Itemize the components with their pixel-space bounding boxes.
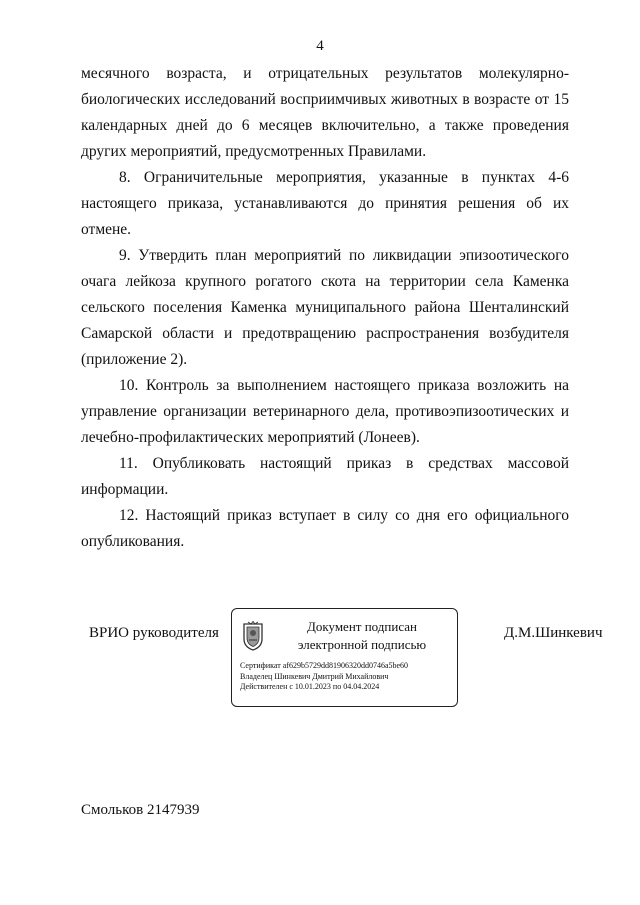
- page-number: 4: [316, 38, 324, 54]
- stamp-heading-line2: электронной подписью: [297, 637, 427, 652]
- paragraph-item-12: 12. Настоящий приказ вступает в силу со дня его официального опубликования.: [81, 507, 569, 550]
- paragraph-continuation: месячного возраста, и отрицательных результатов молекулярно-биологических исследований восприимчивых животных в возрасте от 15 календарных дней до 6 месяцев включительно, а также проведения других мероприятий, предусмотренных Правилами.: [81, 65, 569, 160]
- stamp-heading-line1: Документ подписан: [307, 619, 417, 634]
- paragraph-item-10: 10. Контроль за выполнением настоящего приказа возложить на управление организации ветеринарного дела, противоэпизоотических и лечебно-профилактических мероприятий (Лонеев).: [81, 377, 569, 446]
- signer-title: ВРИО руководителя: [89, 625, 219, 641]
- stamp-validity: Действителен с 10.01.2023 по 04.04.2024: [240, 682, 380, 691]
- paragraph-item-11: 11. Опубликовать настоящий приказ в средствах массовой информации.: [81, 455, 569, 498]
- stamp-details: [240, 661, 408, 693]
- stamp-heading: [272, 618, 452, 654]
- signer-name: Д.М.Шинкевич: [504, 625, 603, 641]
- document-body: [81, 61, 569, 555]
- coat-of-arms-icon: [242, 621, 264, 651]
- stamp-certificate: Сертификат af629b5729dd81906320dd0746a5be60: [240, 661, 409, 670]
- paragraph-item-8: 8. Ограничительные мероприятия, указанные в пунктах 4-6 настоящего приказа, устанавливаются до принятия решения об их отмене.: [81, 169, 569, 238]
- executor-note: Смольков 2147939: [81, 802, 200, 818]
- paragraph-item-9: 9. Утвердить план мероприятий по ликвидации эпизоотического очага лейкоза крупного рогатого скота на территории села Каменка сельского поселения Каменка муниципального района Шенталинский Самарской области и предотвращению распространения возбудителя (приложение 2).: [81, 247, 569, 368]
- electronic-signature-stamp: [231, 608, 458, 707]
- stamp-owner: Владелец Шинкевич Дмитрий Михайлович: [240, 671, 389, 681]
